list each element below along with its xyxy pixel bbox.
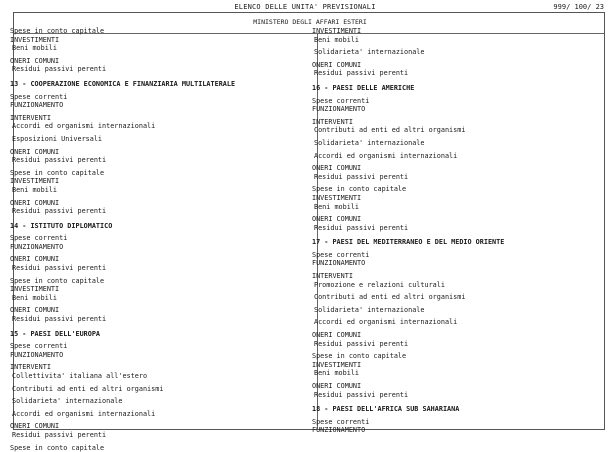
budget-line: FUNZIONAMENTO xyxy=(10,350,64,359)
section-heading: 17 - PAESI DEL MEDITERRANEO E DEL MEDIO ORIENTE xyxy=(312,238,505,247)
budget-line: Residui passivi perenti xyxy=(12,315,107,324)
section-heading: 15 - PAESI DELL'EUROPA xyxy=(10,329,101,338)
budget-line: Solidarieta' internazionale xyxy=(314,305,425,314)
budget-line: Accordi ed organismi internazionali xyxy=(12,122,156,131)
budget-line: Contributi ad enti ed altri organismi xyxy=(314,293,466,302)
budget-line: Promozione e relazioni culturali xyxy=(314,280,445,289)
section-heading: 18 - PAESI DELL'AFRICA SUB SAHARIANA xyxy=(312,405,460,414)
budget-line: INTERVENTI xyxy=(312,117,353,126)
budget-line: Residui passivi perenti xyxy=(12,65,107,74)
budget-line: INVESTIMENTI xyxy=(312,27,362,35)
budget-line: Accordi ed organismi internazionali xyxy=(314,151,458,160)
budget-line: Residui passivi perenti xyxy=(314,172,409,181)
budget-line: Beni mobili xyxy=(12,185,58,194)
budget-line: Solidarieta' internazionale xyxy=(12,397,123,406)
budget-line: Beni mobili xyxy=(12,293,58,302)
budget-line: ONERI COMUNI xyxy=(10,56,60,65)
budget-line: FUNZIONAMENTO xyxy=(312,259,366,268)
budget-line: Spese correnti xyxy=(312,250,370,259)
budget-line: Accordi ed organismi internazionali xyxy=(12,409,156,418)
budget-line: Accordi ed organismi internazionali xyxy=(314,318,458,327)
budget-line: Beni mobili xyxy=(12,44,58,53)
budget-line: Spese in conto capitale xyxy=(10,276,105,285)
budget-line: INVESTIMENTI xyxy=(10,35,60,44)
budget-line: FUNZIONAMENTO xyxy=(312,105,366,114)
budget-line: Beni mobili xyxy=(314,369,360,378)
budget-line: Beni mobili xyxy=(314,202,360,211)
budget-line: Residui passivi perenti xyxy=(12,207,107,216)
budget-line: INVESTIMENTI xyxy=(10,177,60,186)
budget-line: ONERI COMUNI xyxy=(312,331,362,340)
budget-line: ONERI COMUNI xyxy=(312,60,362,69)
right-column xyxy=(312,27,587,435)
document-code: 999/ 100/ 23 xyxy=(553,3,604,11)
budget-line: Spese in conto capitale xyxy=(10,168,105,177)
budget-line: Esposizioni Universali xyxy=(12,134,103,143)
budget-line: FUNZIONAMENTO xyxy=(312,426,366,435)
budget-line: Spese correnti xyxy=(10,342,68,351)
budget-line: ONERI COMUNI xyxy=(10,422,60,431)
section-heading: 16 - PAESI DELLE AMERICHE xyxy=(312,83,415,92)
budget-line: Spese correnti xyxy=(312,417,370,426)
budget-line: Beni mobili xyxy=(314,35,360,44)
budget-line: Residui passivi perenti xyxy=(314,339,409,348)
budget-line: Spese correnti xyxy=(10,92,68,101)
budget-line: INVESTIMENTI xyxy=(312,360,362,369)
left-column xyxy=(10,27,300,452)
section-heading: 13 - COOPERAZIONE ECONOMICA E FINANZIARIA MULTILATERALE xyxy=(10,79,236,88)
budget-line: FUNZIONAMENTO xyxy=(10,242,64,251)
budget-line: ONERI COMUNI xyxy=(312,382,362,390)
budget-line: Residui passivi perenti xyxy=(314,223,409,232)
budget-line: INTERVENTI xyxy=(10,113,51,122)
budget-line: INVESTIMENTI xyxy=(312,193,362,202)
budget-line: Solidarieta' internazionale xyxy=(314,138,425,147)
budget-line: INTERVENTI xyxy=(312,272,353,281)
ministry-title: MINISTERO DEGLI AFFARI ESTERI xyxy=(253,18,367,26)
budget-line: ONERI COMUNI xyxy=(10,147,60,156)
budget-line: ONERI COMUNI xyxy=(312,215,362,224)
budget-line: ONERI COMUNI xyxy=(312,164,362,173)
document-title: ELENCO DELLE UNITA' PREVISIONALI xyxy=(234,3,376,11)
budget-line: Residui passivi perenti xyxy=(314,69,409,78)
budget-line: Residui passivi perenti xyxy=(12,430,107,439)
budget-line: Solidarieta' internazionale xyxy=(314,48,425,57)
budget-line: ONERI COMUNI xyxy=(10,306,60,315)
budget-line: ONERI COMUNI xyxy=(10,198,60,207)
budget-line: FUNZIONAMENTO xyxy=(10,101,64,110)
budget-line: Spese in conto capitale xyxy=(312,185,407,194)
budget-line: Spese in conto capitale xyxy=(10,443,105,452)
budget-line: INVESTIMENTI xyxy=(10,285,60,294)
budget-line: Contributi ad enti ed altri organismi xyxy=(314,126,466,135)
budget-line: ONERI COMUNI xyxy=(10,255,60,264)
budget-line: Contributi ad enti ed altri organismi xyxy=(12,384,164,393)
budget-line: Residui passivi perenti xyxy=(12,264,107,273)
budget-line: Spese correnti xyxy=(312,96,370,105)
budget-line: Residui passivi perenti xyxy=(12,156,107,165)
budget-line: Spese in conto capitale xyxy=(10,27,105,35)
budget-line: INTERVENTI xyxy=(10,363,51,372)
budget-line: Collettivita' italiana all'estero xyxy=(12,372,148,380)
budget-line: Residui passivi perenti xyxy=(314,390,409,399)
budget-line: Spese in conto capitale xyxy=(312,352,407,361)
budget-line: Spese correnti xyxy=(10,234,68,243)
section-heading: 14 - ISTITUTO DIPLOMATICO xyxy=(10,221,113,230)
